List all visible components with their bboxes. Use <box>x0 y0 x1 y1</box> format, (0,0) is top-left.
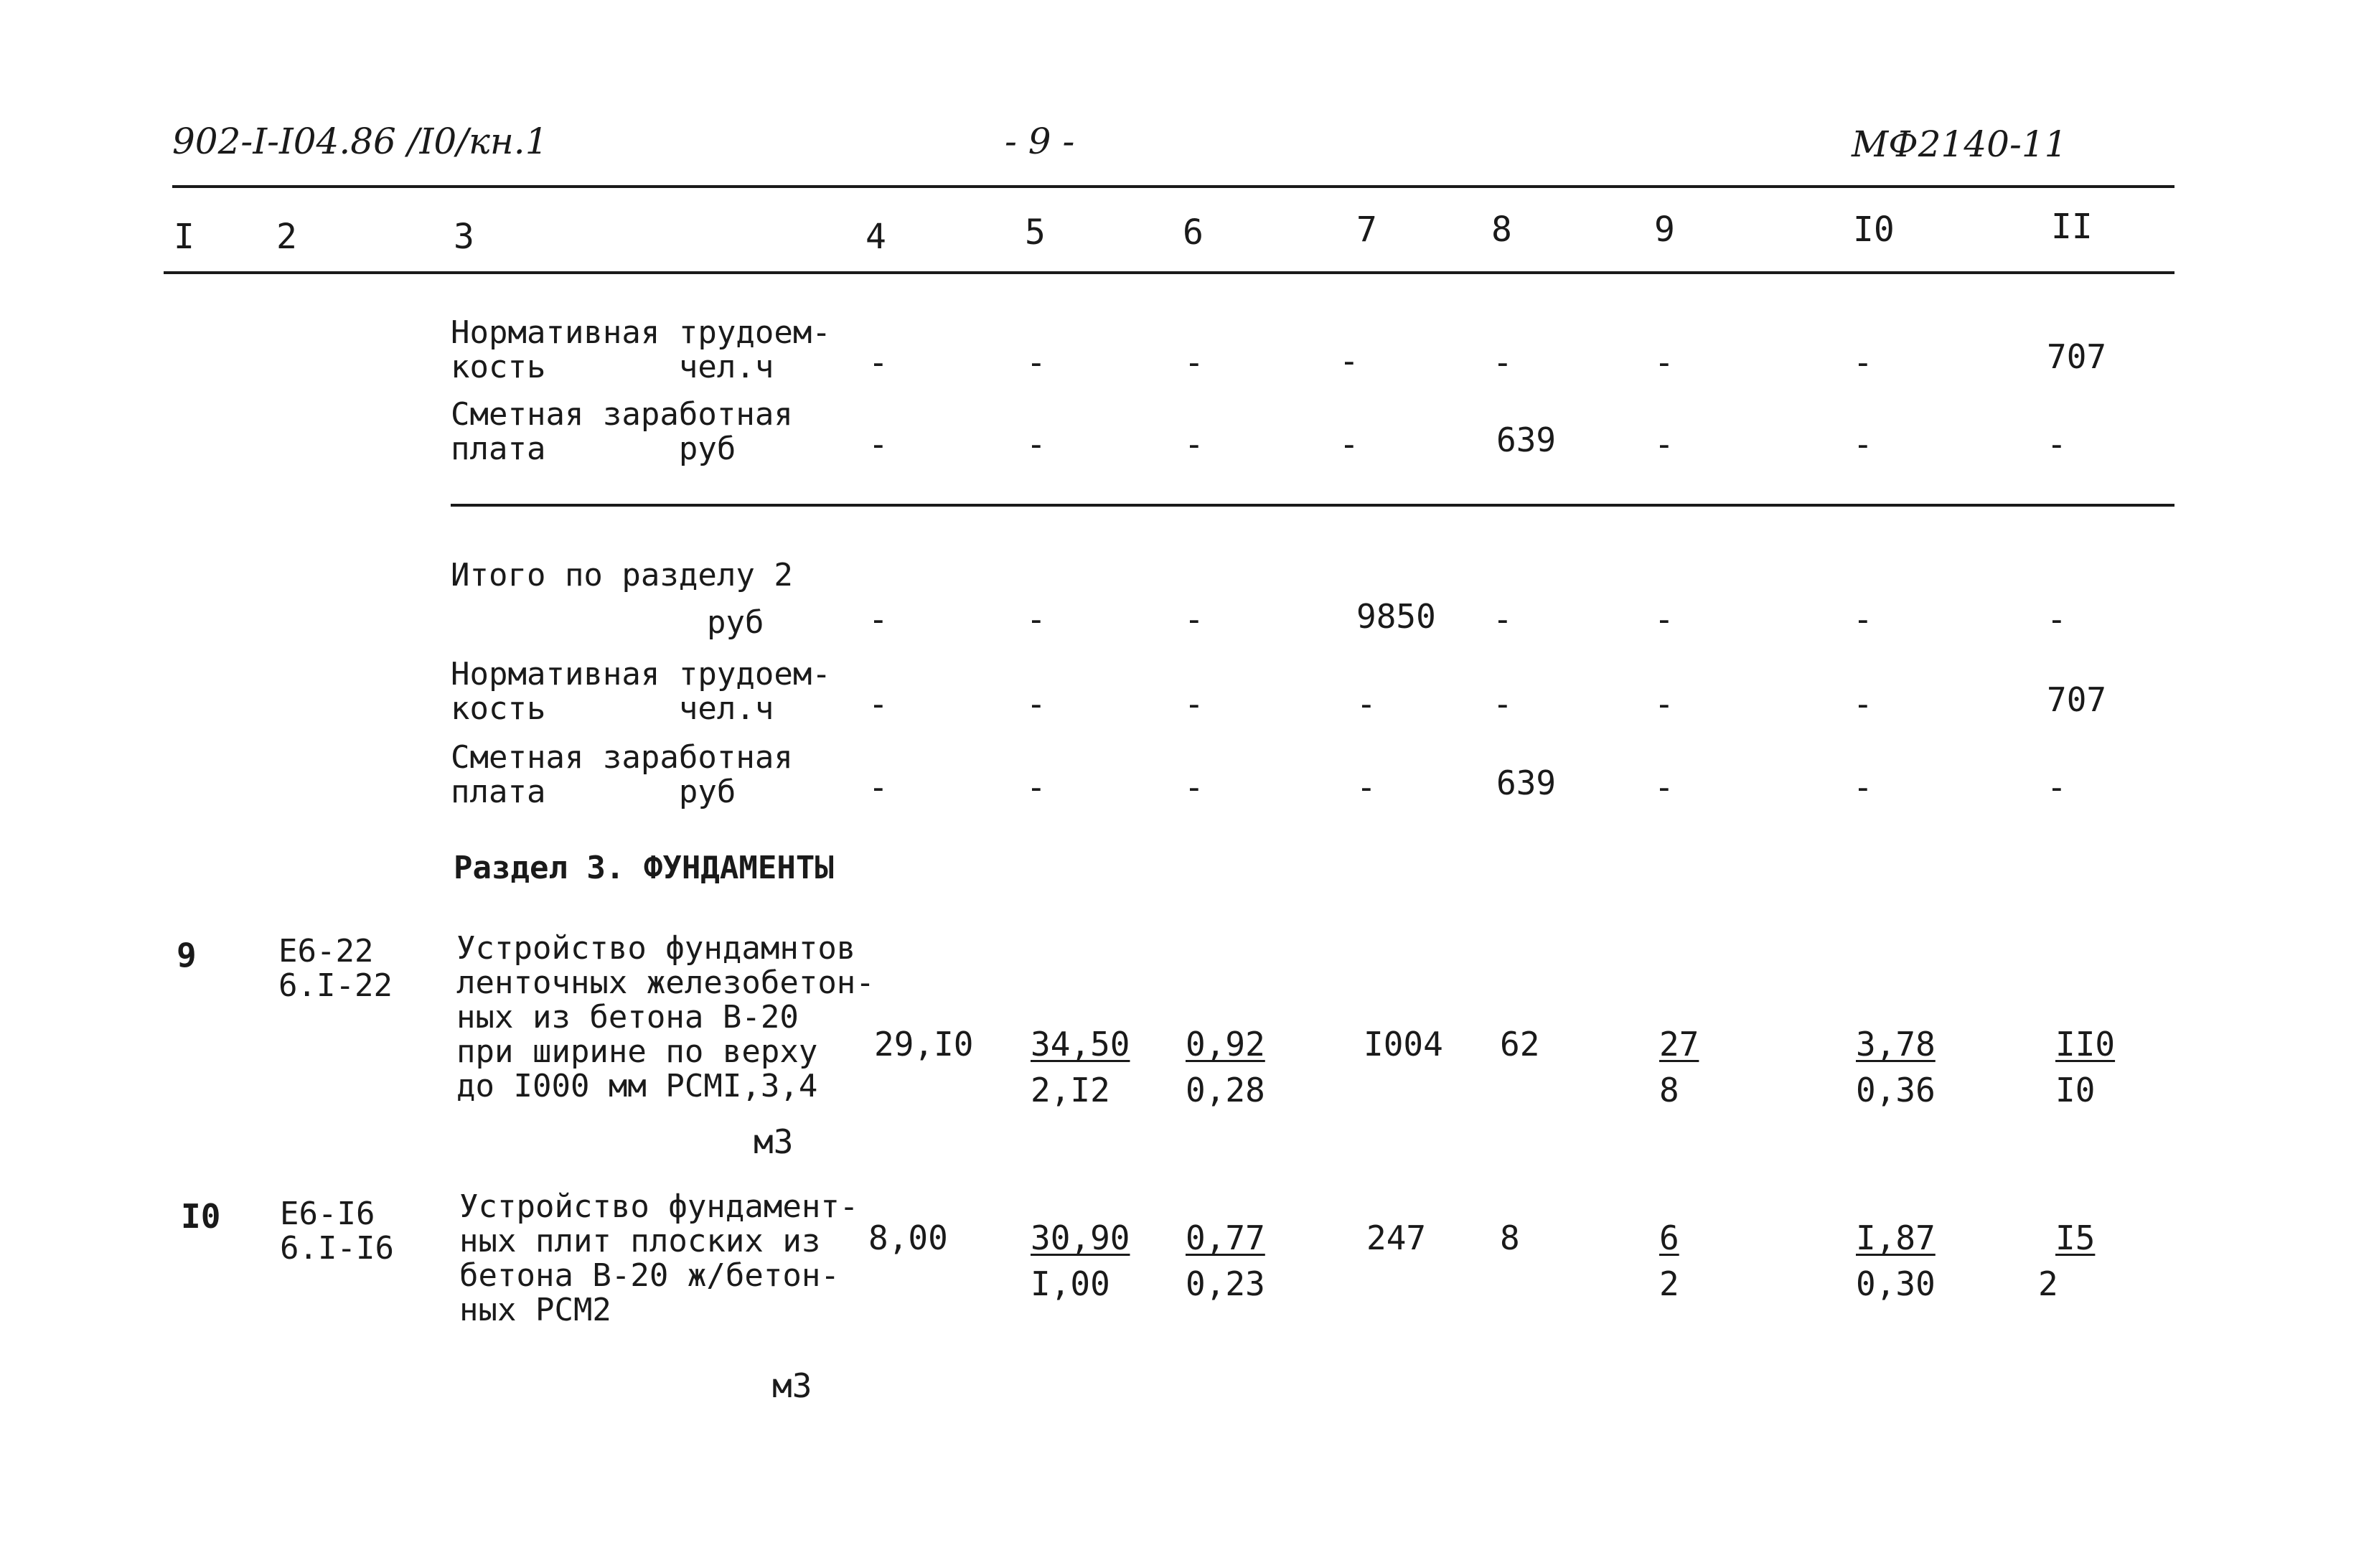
cell: - <box>868 768 888 807</box>
cell: - <box>1654 768 1674 807</box>
cell: - <box>1184 343 1204 382</box>
item-description: Устройство фундамент- ных плит плоских из бетона В-20 ж/бетон- ных РСМ2 <box>459 1188 859 1328</box>
item-code: Е6-I6 6.I-I6 <box>280 1196 394 1267</box>
item-code: Е6-22 6.I-22 <box>278 933 393 1004</box>
section2-total-title: Итого по разделу 2 <box>451 557 793 593</box>
cell: - <box>1339 342 1359 380</box>
page-number: - 9 - <box>1005 121 1075 162</box>
cell: - <box>1493 600 1513 639</box>
cell: - <box>1026 425 1046 464</box>
cell: 30,90 <box>1031 1219 1130 1257</box>
document-code: 902-I-I04.86 /I0/кн.1 <box>172 121 548 162</box>
cell: - <box>1853 600 1873 639</box>
cell: 639 <box>1496 421 1557 459</box>
cell: 8 <box>1500 1219 1520 1257</box>
col-header-2: 2 <box>276 217 297 257</box>
cell: - <box>1493 343 1513 382</box>
header-rule-top <box>172 185 2174 188</box>
cell: - <box>1184 425 1204 464</box>
cell: I,87 <box>1856 1219 1936 1257</box>
item-number: 9 <box>177 936 197 975</box>
cell: - <box>1026 685 1046 723</box>
cell: - <box>1654 600 1674 639</box>
cell: 0,36 <box>1856 1071 1936 1109</box>
item-quantity: 8,00 <box>868 1219 948 1257</box>
cell: 0,92 <box>1186 1025 1265 1064</box>
cell: I0 <box>2055 1071 2096 1109</box>
subtotal-rule <box>451 504 2174 507</box>
cell: I004 <box>1364 1025 1443 1064</box>
cell: - <box>1184 600 1204 639</box>
cell: 0,77 <box>1186 1219 1265 1257</box>
wage-label: Сметная заработная плата руб <box>451 739 793 810</box>
rub-label: руб <box>707 604 764 641</box>
header-rule-bottom <box>164 271 2174 274</box>
cell: - <box>868 600 888 639</box>
col-header-4: 4 <box>865 217 886 257</box>
labor-label: Нормативная трудоем- кость чел.ч <box>451 314 831 385</box>
item-description: Устройство фундамнтов ленточных железобетон- ных из бетона В-20 при ширине по верху до I000 мм РСМI,3,4 <box>456 930 875 1104</box>
item-number: I0 <box>181 1197 221 1236</box>
col-header-10: I0 <box>1853 210 1895 250</box>
cell: - <box>1184 768 1204 807</box>
item-unit: м3 <box>754 1122 794 1161</box>
cell: - <box>1339 425 1359 464</box>
cell: - <box>1493 685 1513 723</box>
cell: I5 <box>2055 1219 2096 1257</box>
cell: 6 <box>1659 1219 1679 1257</box>
cell: - <box>868 425 888 464</box>
cell: 639 <box>1496 764 1557 802</box>
cell: - <box>1654 685 1674 723</box>
col-header-7: 7 <box>1356 210 1377 250</box>
cell: - <box>2047 768 2067 807</box>
item-unit: м3 <box>772 1366 812 1405</box>
cell: 8 <box>1659 1071 1679 1109</box>
cell: - <box>2047 425 2067 464</box>
cell: - <box>868 343 888 382</box>
cell: 707 <box>2047 337 2107 376</box>
section3-title: Раздел 3. ФУНДАМЕНТЫ <box>454 850 834 886</box>
col-header-1: I <box>174 217 194 257</box>
cell: 3,78 <box>1856 1025 1936 1064</box>
cell: - <box>868 685 888 723</box>
cell: - <box>1184 685 1204 723</box>
cell: - <box>1356 768 1376 807</box>
item-quantity: 29,I0 <box>874 1025 974 1064</box>
cell: 0,28 <box>1186 1071 1265 1109</box>
cell: 247 <box>1366 1219 1427 1257</box>
cell: - <box>1853 768 1873 807</box>
cell: - <box>1654 343 1674 382</box>
cell: - <box>1853 425 1873 464</box>
cell: - <box>1356 685 1376 723</box>
wage-label: Сметная заработная плата руб <box>451 396 793 467</box>
col-header-3: 3 <box>454 217 474 257</box>
archive-stamp: МФ2140-11 <box>1852 123 2068 165</box>
cell: - <box>2047 600 2067 639</box>
cell: - <box>1853 685 1873 723</box>
cell: 34,50 <box>1031 1025 1130 1064</box>
cell: 27 <box>1659 1025 1699 1064</box>
cell: 0,23 <box>1186 1264 1265 1303</box>
cell: 62 <box>1500 1025 1540 1064</box>
cell: 707 <box>2047 680 2107 719</box>
cell: - <box>1853 343 1873 382</box>
col-header-11: II <box>2051 207 2093 247</box>
cell: II0 <box>2055 1025 2116 1064</box>
cell: I,00 <box>1031 1264 1110 1303</box>
cell: 0,30 <box>1856 1264 1936 1303</box>
col-header-9: 9 <box>1654 210 1675 250</box>
cell: 9850 <box>1356 597 1436 636</box>
cell: 2 <box>2038 1264 2058 1303</box>
cell: - <box>1654 425 1674 464</box>
labor-label: Нормативная трудоем- кость чел.ч <box>451 656 831 727</box>
col-header-8: 8 <box>1491 210 1512 250</box>
cell: - <box>1026 600 1046 639</box>
col-header-6: 6 <box>1183 212 1204 253</box>
cell: - <box>1026 768 1046 807</box>
cell: - <box>1026 343 1046 382</box>
col-header-5: 5 <box>1025 212 1046 253</box>
cell: 2,I2 <box>1031 1071 1110 1109</box>
cell: 2 <box>1659 1264 1679 1303</box>
